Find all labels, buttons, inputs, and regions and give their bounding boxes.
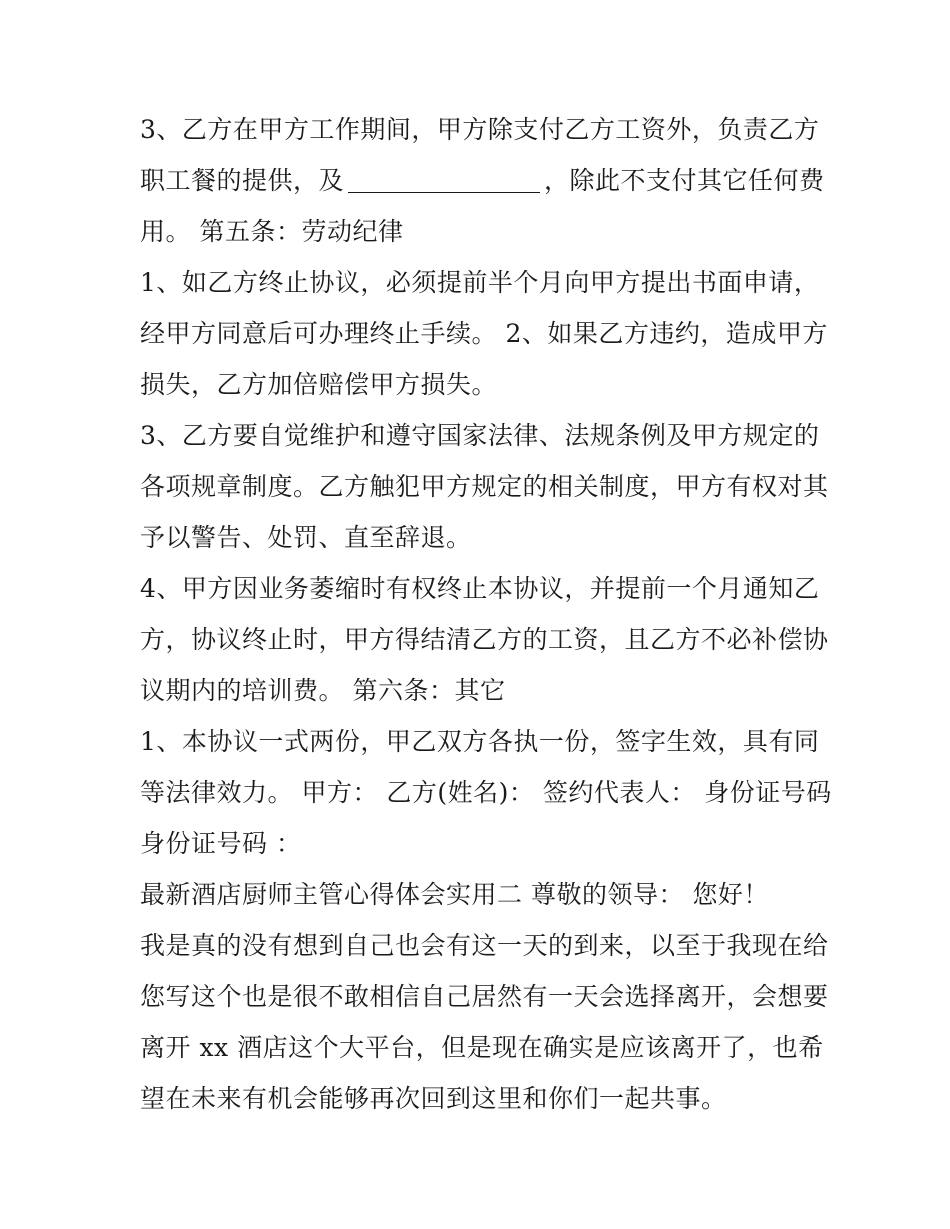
text-line: 离开 xx 酒店这个大平台，但是现在确实是应该离开了，也希 — [140, 1033, 824, 1062]
text-line: 议期内的培训费。 第六条：其它 — [140, 676, 506, 705]
text-line-with-blank — [140, 155, 825, 206]
text-line: 3、乙方在甲方工作期间，甲方除支付乙方工资外，负责乙方 — [140, 115, 820, 144]
text-line: 1、本协议一式两份，甲乙双方各执一份，签字生效，具有同 — [140, 727, 820, 756]
text-line: 3、乙方要自觉维护和遵守国家法律、法规条例及甲方规定的 — [140, 421, 820, 450]
text-line: 方，协议终止时，甲方得结清乙方的工资，且乙方不必补偿协 — [140, 625, 829, 654]
fill-in-blank — [348, 162, 540, 193]
text-line: 您写这个也是很不敢相信自己居然有一天会选择离开，会想要 — [140, 982, 829, 1011]
text-line: 予以警告、处罚、直至辞退。 — [140, 523, 472, 552]
document-body — [140, 104, 832, 1124]
text-line: 4、甲方因业务萎缩时有权终止本协议，并提前一个月通知乙 — [140, 574, 820, 603]
text-line: 最新酒店厨师主管心得体会实用二 尊敬的领导： 您好！ — [140, 880, 769, 909]
text-line: 用。 第五条：劳动纪律 — [140, 217, 404, 246]
text-segment: ，除此不支付其它任何费 — [544, 166, 825, 195]
text-line: 损失，乙方加倍赔偿甲方损失。 — [140, 370, 498, 399]
text-line: 等法律效力。 甲方： 乙方(姓名)： 签约代表人： 身份证号码 — [140, 778, 832, 807]
text-line: 经甲方同意后可办理终止手续。 2、如果乙方违约，造成甲方 — [140, 319, 828, 348]
text-line: 望在未来有机会能够再次回到这里和你们一起共事。 — [140, 1084, 727, 1113]
text-line: 我是真的没有想到自己也会有这一天的到来，以至于我现在给 — [140, 931, 829, 960]
text-segment: 职工餐的提供，及 — [140, 166, 345, 195]
text-line: 1、如乙方终止协议，必须提前半个月向甲方提出书面申请， — [140, 268, 820, 297]
text-line: 各项规章制度。乙方触犯甲方规定的相关制度，甲方有权对其 — [140, 472, 829, 501]
text-line: 身份证号码 ： — [140, 829, 302, 858]
